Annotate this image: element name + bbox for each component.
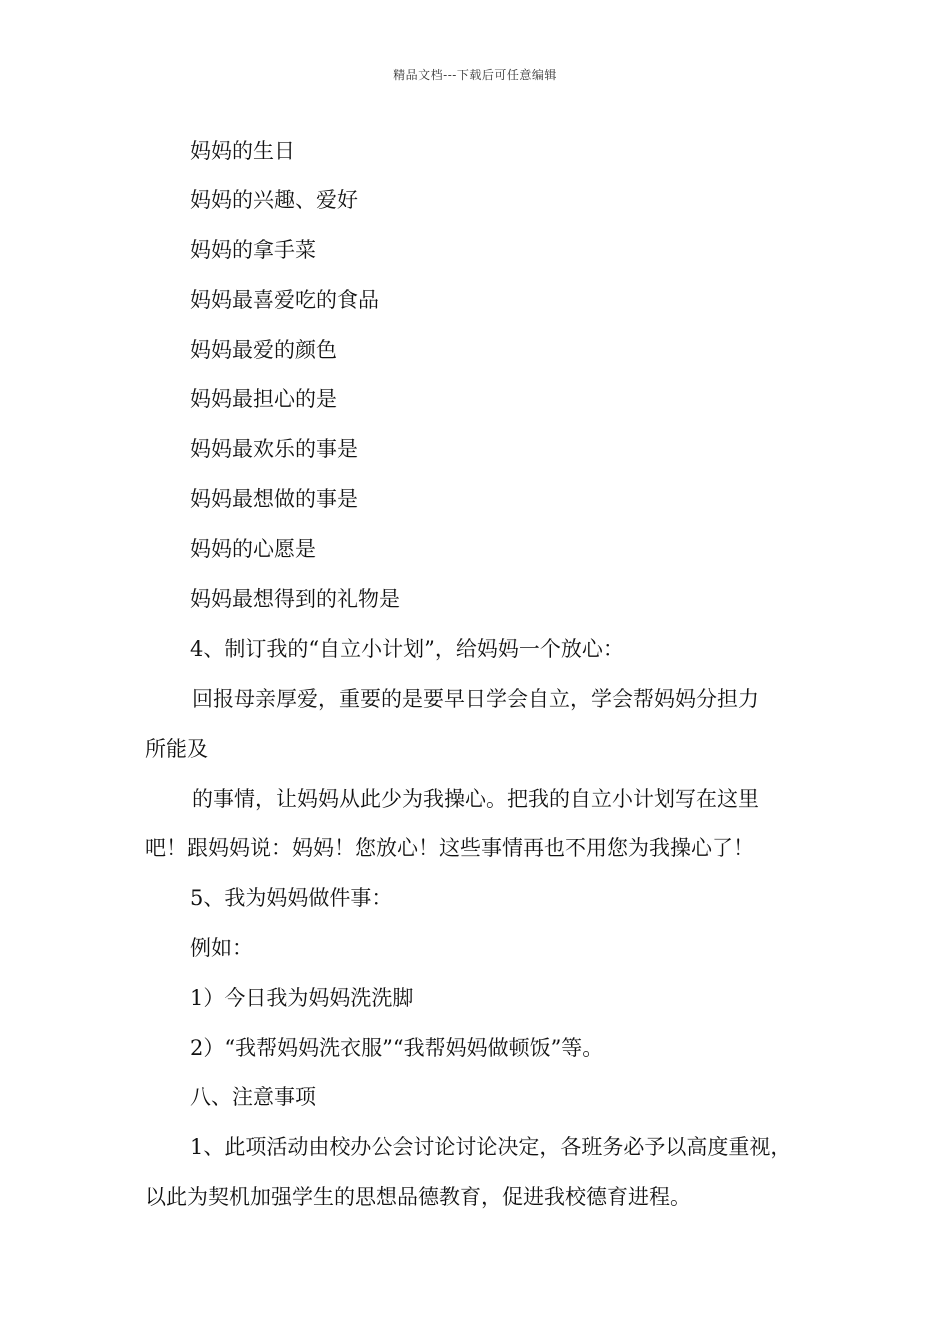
list-item: 2）“我帮妈妈洗衣服”“我帮妈妈做顿饭”等。 <box>190 1036 604 1060</box>
text-line: 妈妈最想得到的礼物是 <box>190 587 400 611</box>
section-heading: 4、制订我的“自立小计划”，给妈妈一个放心： <box>190 637 624 661</box>
list-item: 1）今日我为妈妈洗洗脚 <box>190 986 414 1010</box>
text-line: 妈妈的心愿是 <box>190 537 316 561</box>
paragraph-line: 的事情，让妈妈从此少为我操心。把我的自立小计划写在这里 <box>192 787 759 811</box>
paragraph-line: 以此为契机加强学生的思想品德教育，促进我校德育进程。 <box>145 1185 691 1209</box>
text-line: 妈妈最想做的事是 <box>190 487 358 511</box>
page-header: 精品文档---下载后可任意编辑 <box>393 68 557 82</box>
paragraph-line: 1、此项活动由校办公会讨论讨论决定，各班务必予以高度重视， <box>190 1135 792 1159</box>
paragraph-line: 吧！跟妈妈说：妈妈！您放心！这些事情再也不用您为我操心了！ <box>145 836 754 860</box>
text-line: 妈妈最爱的颜色 <box>190 338 337 362</box>
section-heading: 八、注意事项 <box>190 1085 316 1109</box>
text-line: 妈妈最喜爱吃的食品 <box>190 288 379 312</box>
paragraph-line: 回报母亲厚爱，重要的是要早日学会自立，学会帮妈妈分担力 <box>192 687 759 711</box>
text-line: 妈妈的生日 <box>190 139 295 163</box>
text-line: 妈妈最担心的是 <box>190 387 337 411</box>
text-line: 妈妈的兴趣、爱好 <box>190 188 358 212</box>
paragraph-line: 所能及 <box>145 737 208 761</box>
text-line: 妈妈的拿手菜 <box>190 238 316 262</box>
text-line: 妈妈最欢乐的事是 <box>190 437 358 461</box>
section-heading: 5、我为妈妈做件事： <box>190 886 393 910</box>
text-line: 例如： <box>190 936 253 960</box>
